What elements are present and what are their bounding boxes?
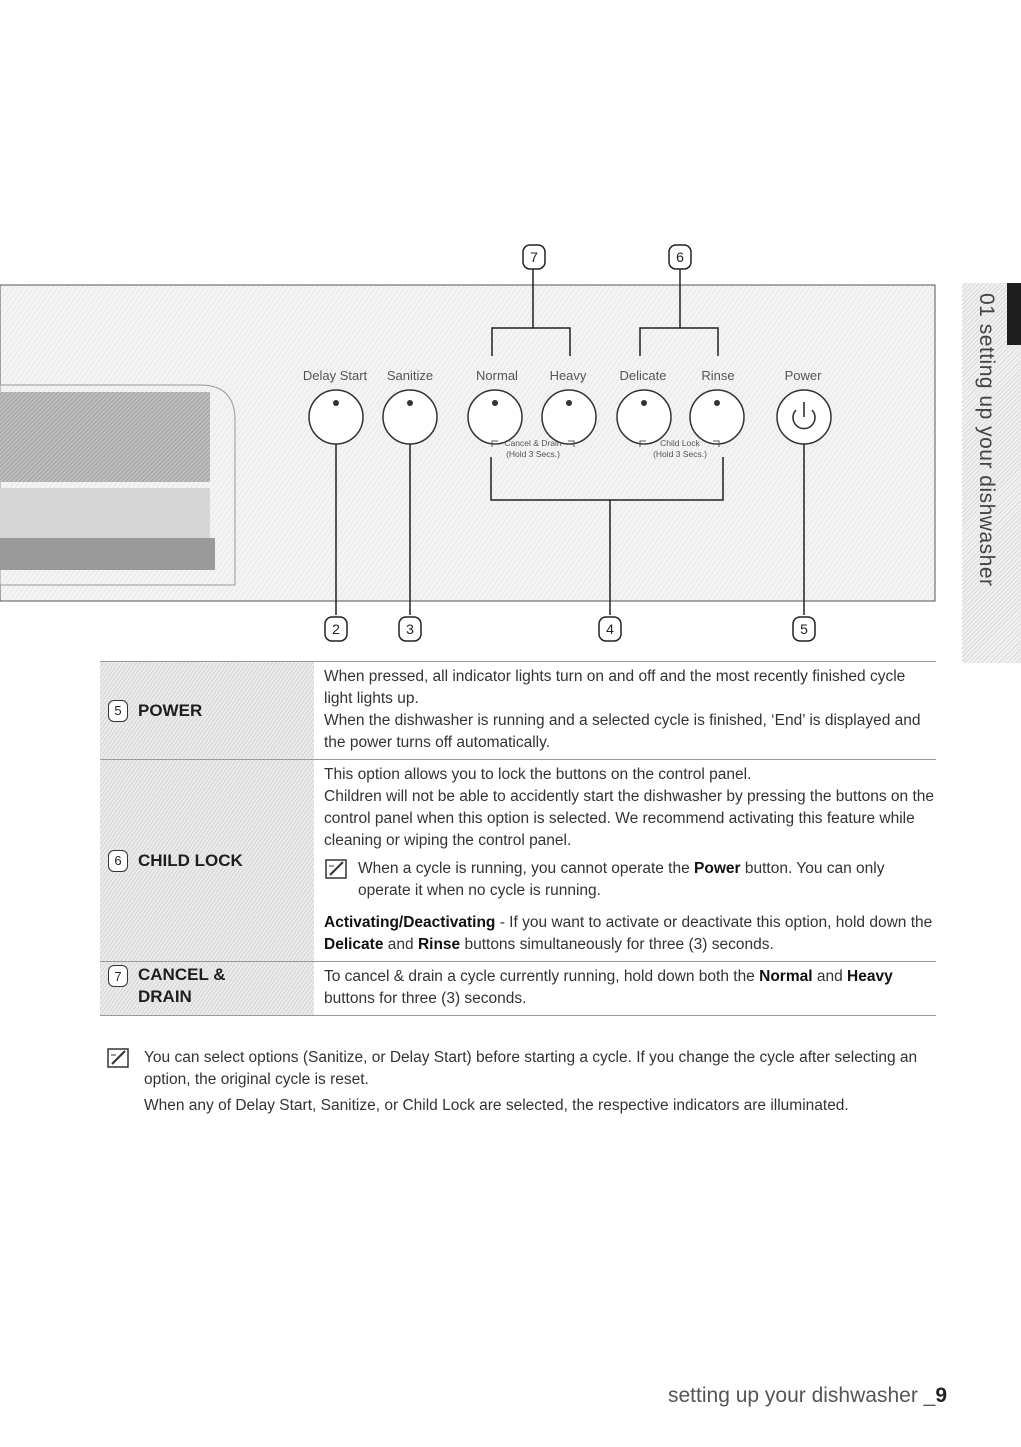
label-normal: Normal: [476, 368, 518, 383]
feature-description: [314, 662, 936, 759]
feature-table: [100, 661, 936, 1016]
callout-4: [599, 617, 621, 641]
callout-6-top: [669, 245, 691, 269]
page-footer: [668, 1384, 947, 1408]
feature-header-cancel-drain: [100, 962, 314, 1015]
note-block: [324, 858, 936, 902]
handle-upper: [0, 392, 210, 482]
side-tab-label: 01 setting up your dishwasher: [975, 293, 998, 587]
section-side-tab: [962, 283, 1021, 663]
feature-description: [314, 962, 936, 1015]
power-button[interactable]: [777, 390, 831, 444]
heavy-button[interactable]: [542, 390, 596, 444]
description-paragraph: Children will not be able to accidently start the dishwasher by pressing the buttons on the control panel when this option is selected. We recommend activating this feature while cleaning or wiping the control panel.: [324, 788, 935, 849]
callout-2: [325, 617, 347, 641]
feature-title: CHILD LOCK: [138, 850, 243, 870]
feature-number-badge: 6: [108, 850, 128, 872]
feature-row-cancel-drain: [100, 961, 936, 1016]
page-number: 9: [935, 1384, 948, 1407]
feature-row-child-lock: [100, 759, 936, 961]
control-panel-diagram: [0, 0, 1021, 660]
note-bold-text: Power: [694, 860, 741, 877]
description-paragraph: When the dishwasher is running and a selected cycle is finished, ‘End’ is displayed and the power turns off automatically.: [324, 712, 921, 751]
side-tab-marker: [1007, 283, 1021, 345]
svg-text:3: 3: [406, 621, 414, 637]
feature-description: [314, 760, 936, 961]
handle-lower: [0, 538, 215, 570]
label-delicate: Delicate: [619, 368, 667, 383]
label-power: Power: [784, 368, 822, 383]
sanitize-button[interactable]: [383, 390, 437, 444]
feature-title-line: DRAIN: [138, 987, 192, 1006]
svg-text:2: 2: [332, 621, 340, 637]
feature-title: POWER: [138, 700, 203, 720]
description-bold: Heavy: [847, 968, 893, 985]
activation-text: - If you want to activate or deactivate this option, hold down the: [495, 914, 933, 931]
callout-3: [399, 617, 421, 641]
callout-5: [793, 617, 815, 641]
description-bold: Normal: [759, 968, 813, 985]
label-delay-start: Delay Start: [302, 368, 368, 383]
note-pencil-icon: [324, 858, 350, 880]
cancel-drain-label: Cancel & Drain: [504, 438, 562, 448]
activation-bold: Delicate: [324, 936, 384, 953]
label-heavy: Heavy: [549, 368, 587, 383]
description-text: To cancel & drain a cycle currently running, hold down both the: [324, 968, 760, 985]
activation-paragraph: [324, 912, 936, 956]
svg-text:7: 7: [530, 249, 538, 265]
note-pencil-icon: [106, 1047, 132, 1069]
label-sanitize: Sanitize: [386, 368, 434, 383]
normal-button[interactable]: [468, 390, 522, 444]
feature-header-power: [100, 662, 314, 759]
bottom-note-line: You can select options (Sanitize, or Delay Start) before starting a cycle. If you change the cycle after selecting an option, the original cycle is reset.: [144, 1049, 918, 1088]
svg-text:5: 5: [800, 621, 808, 637]
description-text: and: [812, 968, 848, 985]
description-text: buttons for three (3) seconds.: [324, 990, 527, 1007]
activation-bold: Rinse: [417, 936, 461, 953]
feature-number-badge: 7: [108, 965, 128, 987]
feature-header-child-lock: [100, 760, 314, 961]
feature-row-power: [100, 661, 936, 759]
description-paragraph: When pressed, all indicator lights turn on and off and the most recently finished cycle light lights up.: [324, 668, 906, 707]
cancel-drain-hold-label: (Hold 3 Secs.): [506, 449, 560, 459]
footer-text: setting up your dishwasher _: [668, 1384, 936, 1407]
activation-text: and: [383, 936, 418, 953]
child-lock-hold-label: (Hold 3 Secs.): [653, 449, 707, 459]
delay-start-button[interactable]: [309, 390, 363, 444]
delicate-button[interactable]: [617, 390, 671, 444]
activation-heading: Activating/Deactivating: [324, 914, 496, 931]
description-paragraph: [324, 966, 936, 1010]
rinse-button[interactable]: [690, 390, 744, 444]
feature-title: [138, 964, 226, 1008]
note-text: button. You can only operate it when no cycle is running.: [358, 860, 885, 899]
bottom-note: [106, 1047, 946, 1117]
child-lock-label: Child Lock: [660, 438, 700, 448]
svg-text:6: 6: [676, 249, 684, 265]
bottom-note-line: When any of Delay Start, Sanitize, or Child Lock are selected, the respective indicators are illuminated.: [144, 1097, 849, 1114]
callout-7-top: [523, 245, 545, 269]
svg-text:4: 4: [606, 621, 614, 637]
feature-title-line: CANCEL &: [138, 965, 226, 984]
note-text: When a cycle is running, you cannot operate the: [358, 860, 695, 877]
activation-text: buttons simultaneously for three (3) seconds.: [460, 936, 774, 953]
feature-number-badge: 5: [108, 700, 128, 722]
label-rinse: Rinse: [701, 368, 735, 383]
description-paragraph: This option allows you to lock the buttons on the control panel.: [324, 766, 752, 783]
